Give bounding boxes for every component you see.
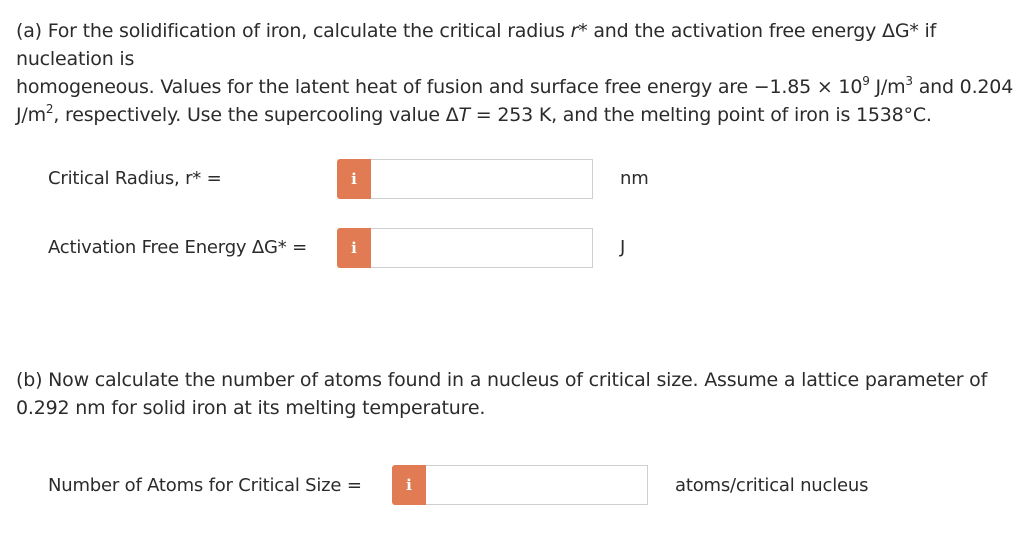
atom-count-unit: atoms/critical nucleus	[675, 475, 869, 496]
exponent-3: 3	[905, 73, 913, 88]
critical-radius-label: Critical Radius, r* =	[48, 168, 222, 189]
activation-energy-input[interactable]	[371, 228, 593, 268]
part-a-line3-end: = 253 K, and the melting point of iron is 1538°C.	[469, 104, 932, 126]
part-a-problem-text	[16, 17, 1016, 129]
part-a-line3-mid: , respectively. Use the supercooling value Δ	[53, 104, 459, 126]
unit-jm2: J/m	[16, 104, 46, 126]
part-a-line2-end: and 0.204	[912, 76, 1014, 98]
part-b-problem-text: (b) Now calculate the number of atoms found in a nucleus of critical size. Assume a lattice parameter of 0.292 nm for solid iron at its melting temperature.	[16, 369, 988, 419]
atom-count-input[interactable]	[426, 465, 648, 505]
critical-radius-input[interactable]	[371, 159, 593, 199]
var-r: r	[570, 20, 579, 42]
activation-energy-label: Activation Free Energy ΔG* =	[48, 237, 307, 258]
part-a-line1-end: * and the activation free energy ΔG* if nucleation is	[16, 20, 937, 70]
var-t: T	[458, 104, 470, 126]
info-icon[interactable]: i	[337, 159, 371, 199]
unit-jm: J/m	[869, 76, 906, 98]
part-a-line2-start: homogeneous. Values for the latent heat of fusion and surface free energy are −1.85 × 10	[16, 76, 863, 98]
atom-count-label: Number of Atoms for Critical Size =	[48, 475, 362, 496]
activation-energy-unit: J	[620, 237, 626, 258]
exponent-9: 9	[862, 73, 870, 88]
info-icon[interactable]: i	[392, 465, 426, 505]
info-icon[interactable]: i	[337, 228, 371, 268]
part-a-line1-start: (a) For the solidification of iron, calculate the critical radius	[16, 20, 571, 42]
critical-radius-unit: nm	[620, 168, 649, 189]
exponent-2: 2	[45, 101, 54, 116]
